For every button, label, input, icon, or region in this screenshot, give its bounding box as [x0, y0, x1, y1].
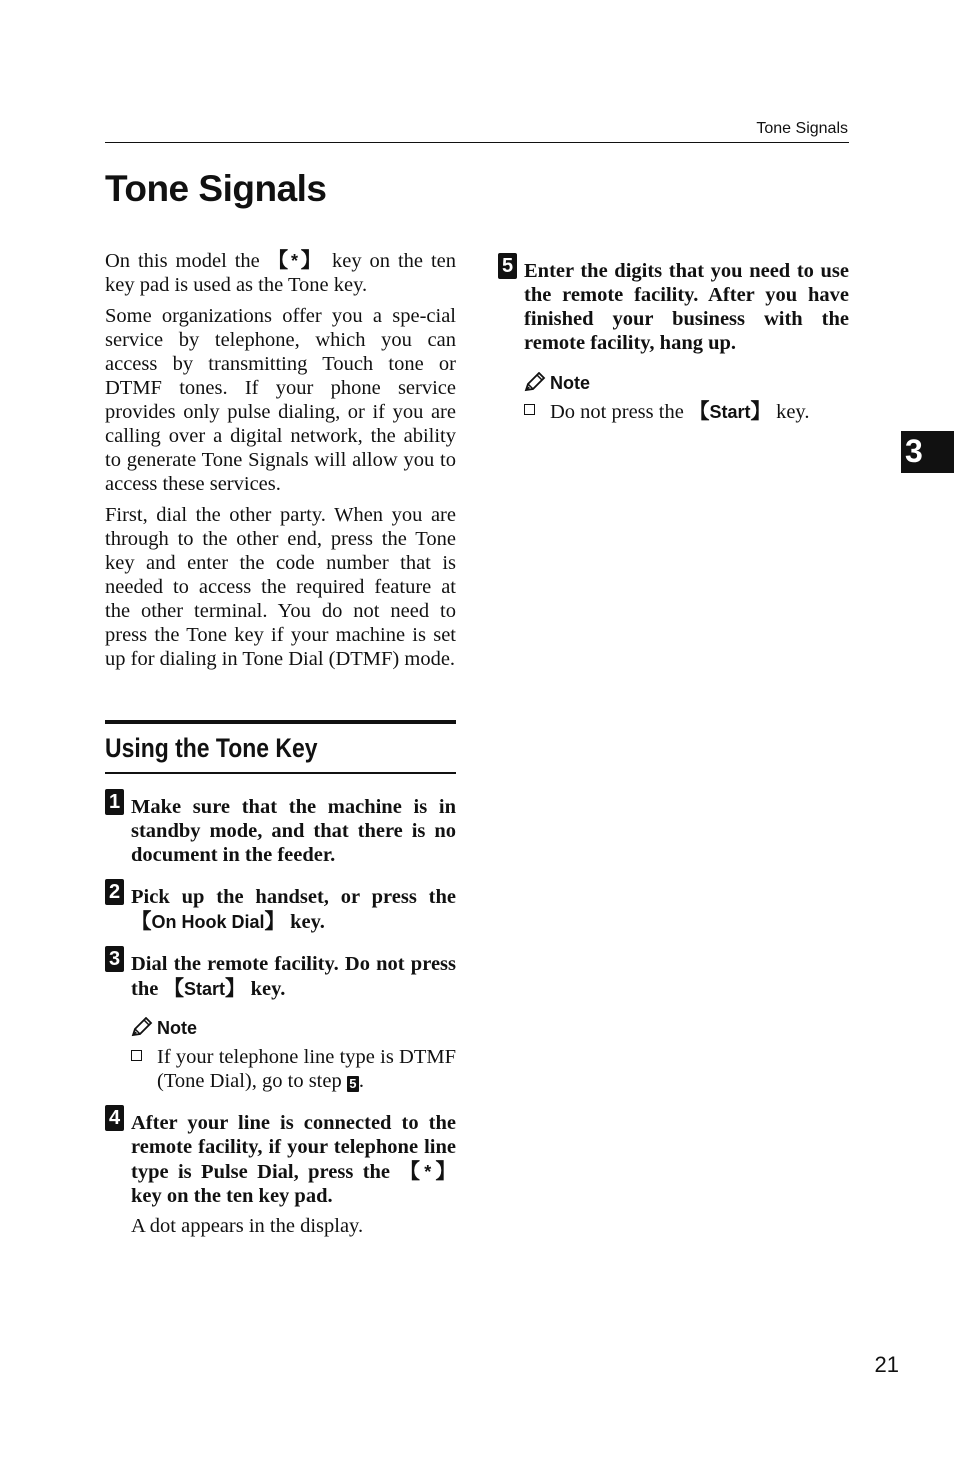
- step-4-after: key on the ten key pad.: [131, 1185, 333, 1207]
- key-bracket-open: 【: [399, 1159, 425, 1183]
- step-4-text: [131, 1111, 456, 1208]
- step-number-badge: 3: [105, 946, 124, 972]
- note-text: [157, 1045, 456, 1093]
- note-item: [131, 1045, 456, 1093]
- key-bracket-open: 【: [163, 976, 184, 1000]
- key-bracket-close: 】: [750, 399, 771, 423]
- page-title: Tone Signals: [105, 168, 327, 209]
- step-4-result: A dot appears in the display.: [131, 1215, 364, 1237]
- note-step3-before: If your telephone line type is DTMF (Tone Dial), go to step: [157, 1046, 456, 1092]
- key-bracket-close: 】: [224, 976, 246, 1000]
- key-bracket-open: 【: [688, 399, 710, 423]
- step-2-before: Pick up the handset, or press the: [131, 886, 456, 908]
- note-text: [550, 399, 849, 424]
- key-bracket-open: 【: [267, 248, 291, 272]
- section-rule-top: [105, 720, 456, 724]
- key-bracket-close: 】: [264, 909, 286, 933]
- step-number-badge: 4: [105, 1105, 124, 1131]
- step-number-badge: 1: [105, 789, 124, 815]
- key-asterisk: *: [290, 251, 298, 271]
- pencil-icon: [524, 372, 546, 392]
- key-bracket-open: 【: [131, 909, 152, 933]
- step-3-text: [131, 952, 456, 1001]
- pencil-icon: [131, 1017, 153, 1037]
- note-step3-after: .: [358, 1070, 364, 1092]
- intro-p1-after: key on the ten key pad is used as the Tone key.: [105, 250, 457, 296]
- key-bracket-close: 】: [298, 248, 325, 272]
- key-start: Start: [183, 979, 225, 999]
- intro-p1-before: On this model the: [105, 250, 268, 272]
- step-2-text: [131, 885, 456, 934]
- chapter-tab: [901, 431, 954, 473]
- note-label: Note: [550, 373, 590, 393]
- key-bracket-close: 】: [431, 1159, 457, 1183]
- note-label: Note: [157, 1018, 197, 1038]
- note-step5-before: Do not press the: [550, 401, 689, 423]
- note-heading: [131, 1017, 197, 1039]
- section-rule-bottom: [105, 772, 456, 774]
- step-3-after: key.: [245, 978, 286, 1000]
- step-number-badge: 2: [105, 879, 124, 905]
- step-number-badge: 5: [498, 253, 517, 279]
- running-header: Tone Signals: [756, 120, 848, 137]
- key-on-hook-dial: On Hook Dial: [151, 912, 265, 932]
- section-title-text: Using the Tone Key: [105, 733, 318, 763]
- note-item: [524, 399, 849, 424]
- intro-paragraph-1: [105, 248, 456, 297]
- checkbox-icon: [131, 1050, 142, 1061]
- section-title: [105, 733, 355, 764]
- chapter-tab-number: 3: [905, 433, 923, 469]
- note-heading: [524, 372, 590, 394]
- key-asterisk: *: [424, 1162, 432, 1182]
- step-5-text: Enter the digits that you need to use the remote facility. After you have finished your business with the remote facility, hang up.: [524, 260, 849, 354]
- checkbox-icon: [524, 404, 535, 415]
- note-step5-after: key.: [770, 401, 810, 423]
- step-1-text: Make sure that the machine is in standby mode, and that there is no document in the feeder.: [131, 796, 456, 866]
- key-start: Start: [709, 402, 751, 422]
- step-3-before: Dial the remote facility. Do not press the: [131, 953, 456, 1000]
- intro-paragraph-3: First, dial the other party. When you are through to the other end, press the Tone key and enter the code number that is needed to access the required feature at the other terminal. You do not need to press the Tone key if your machine is set up for dialing in Tone Dial (DTMF) mode.: [105, 504, 456, 670]
- step-4-before: After your line is connected to the remote facility, if your telephone line type is Pulse Dial, press the: [131, 1112, 456, 1183]
- step-ref-badge: 5: [347, 1076, 359, 1092]
- header-rule: [105, 142, 849, 143]
- page-number: 21: [874, 1352, 899, 1377]
- intro-text: [105, 248, 456, 671]
- intro-paragraph-2: Some organizations offer you a spe-cial service by telephone, which you can access by transmitting Touch tone or DTMF tones. If your phone service provides only pulse dialing, or if you are calling over a digital network, the ability to generate Tone Signals will allow you to access these services.: [105, 305, 456, 495]
- step-2-after: key.: [285, 911, 325, 933]
